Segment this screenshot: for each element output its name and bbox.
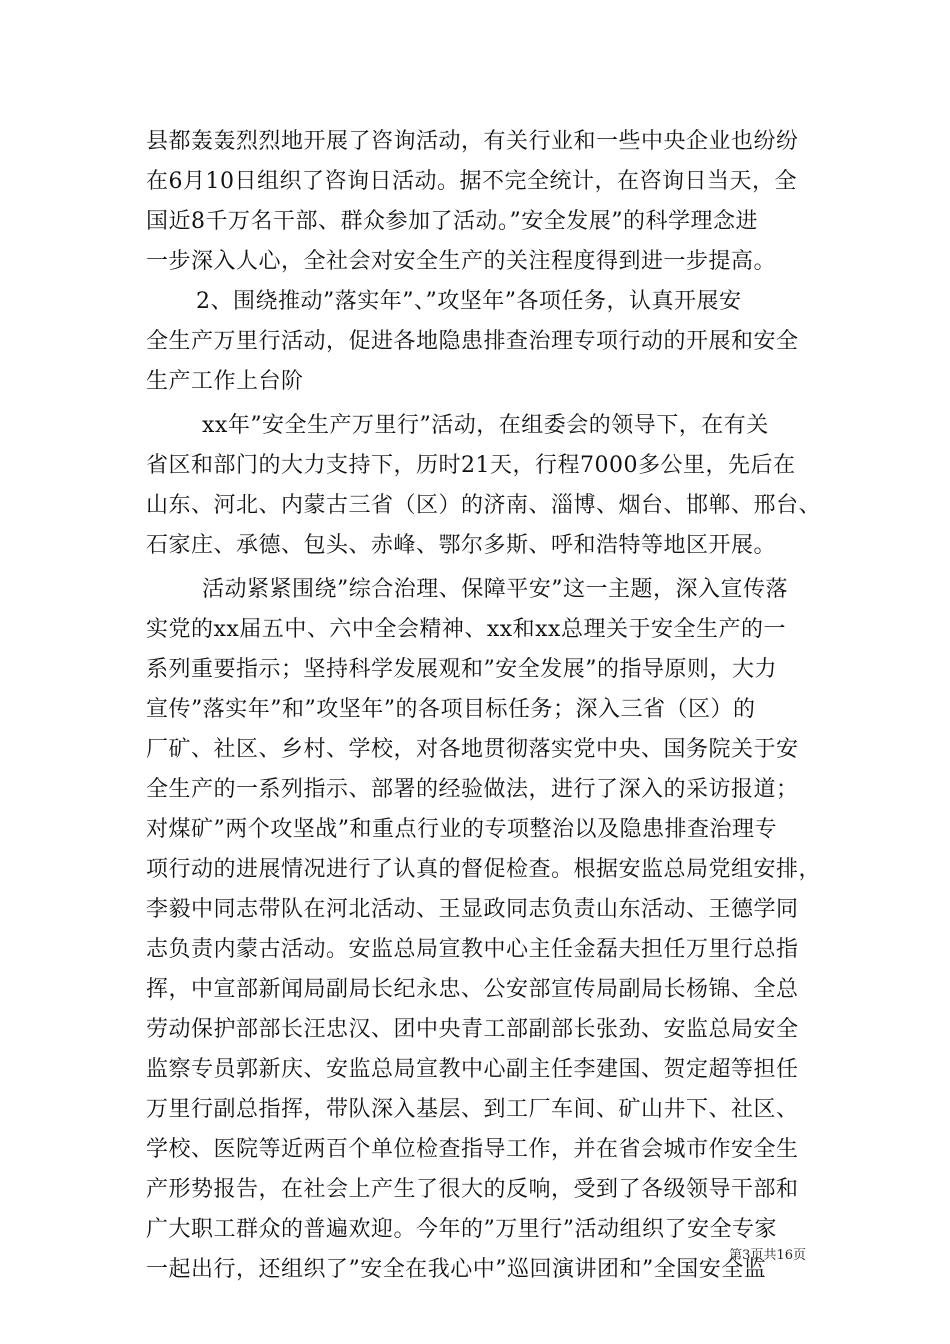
text-line: 石家庄、承德、包头、赤峰、鄂尔多斯、呼和浩特等地区开展。 [146,533,777,558]
text-line: 项行动的进展情况进行了认真的督促检查。根据安监总局党组安排， [146,857,822,882]
text-line: 厂矿、社区、乡村、学校，对各地贯彻落实党中央、国务院关于安 [146,737,799,762]
text-line: 在6月10日组织了咨询日活动。据不完全统计，在咨询日当天，全 [146,169,797,194]
text-line: 活动紧紧围绕”综合治理、保障平安”这一主题，深入宣传落 [202,577,788,602]
text-line: 县都轰轰烈烈地开展了咨询活动，有关行业和一些中央企业也纷纷 [146,129,799,154]
text-line: 山东、河北、内蒙古三省（区）的济南、淄博、烟台、邯郸、邢台、 [146,493,822,518]
text-line: 全生产的一系列指示、部署的经验做法，进行了深入的采访报道； [146,777,799,802]
text-line: 广大职工群众的普遍欢迎。今年的”万里行”活动组织了安全专家 [146,1217,777,1242]
text-line: 一起出行，还组织了”安全在我心中”巡回演讲团和”全国安全监 [146,1257,767,1282]
paragraph-campaign-overview [146,406,822,566]
text-line: 国近8千万名干部、群众参加了活动。”安全发展”的科学理念进 [146,209,758,234]
page-footer [0,1246,950,1266]
text-line: 一步深入人心，全社会对安全生产的关注程度得到进一步提高。 [146,249,777,274]
text-line: xx年”安全生产万里行”活动，在组委会的领导下，在有关 [202,413,769,438]
text-line: 学校、医院等近两百个单位检查指导工作，并在省会城市作安全生 [146,1137,799,1162]
page-number: 第3页共16页 [729,1248,806,1263]
text-line: 李毅中同志带队在河北活动、王显政同志负责山东活动、王德学同 [146,897,799,922]
heading-line: 2、围绕推动”落实年”、”攻坚年”各项任务，认真开展安 [196,289,742,314]
section-heading [146,282,806,402]
paragraph-campaign-details [146,570,822,1290]
text-line: 万里行副总指挥，带队深入基层、到工厂车间、矿山井下、社区、 [146,1097,799,1122]
text-line: 志负责内蒙古活动。安监总局宣教中心主任金磊夫担任万里行总指 [146,937,799,962]
text-line: 实党的xx届五中、六中全会精神、xx和xx总理关于安全生产的一 [146,617,786,642]
text-line: 挥，中宣部新闻局副局长纪永忠、公安部宣传局副局长杨锦、全总 [146,977,799,1002]
document-body [146,122,822,1290]
heading-line: 生产工作上台阶 [146,369,304,394]
text-line: 劳动保护部部长汪忠汉、团中央青工部副部长张劲、安监总局安全 [146,1017,799,1042]
heading-line: 全生产万里行活动，促进各地隐患排查治理专项行动的开展和安全 [146,329,799,354]
text-line: 省区和部门的大力支持下，历时21天，行程7000多公里，先后在 [146,453,796,478]
text-line: 产形势报告，在社会上产生了很大的反响，受到了各级领导干部和 [146,1177,799,1202]
text-line: 监察专员郭新庆、安监总局宣教中心副主任李建国、贺定超等担任 [146,1057,799,1082]
paragraph-continuation [146,122,806,282]
text-line: 对煤矿”两个攻坚战”和重点行业的专项整治以及隐患排查治理专 [146,817,777,842]
text-line: 宣传”落实年”和”攻坚年”的各项目标任务；深入三省（区）的 [146,697,756,722]
text-line: 系列重要指示；坚持科学发展观和”安全发展”的指导原则，大力 [146,657,777,682]
